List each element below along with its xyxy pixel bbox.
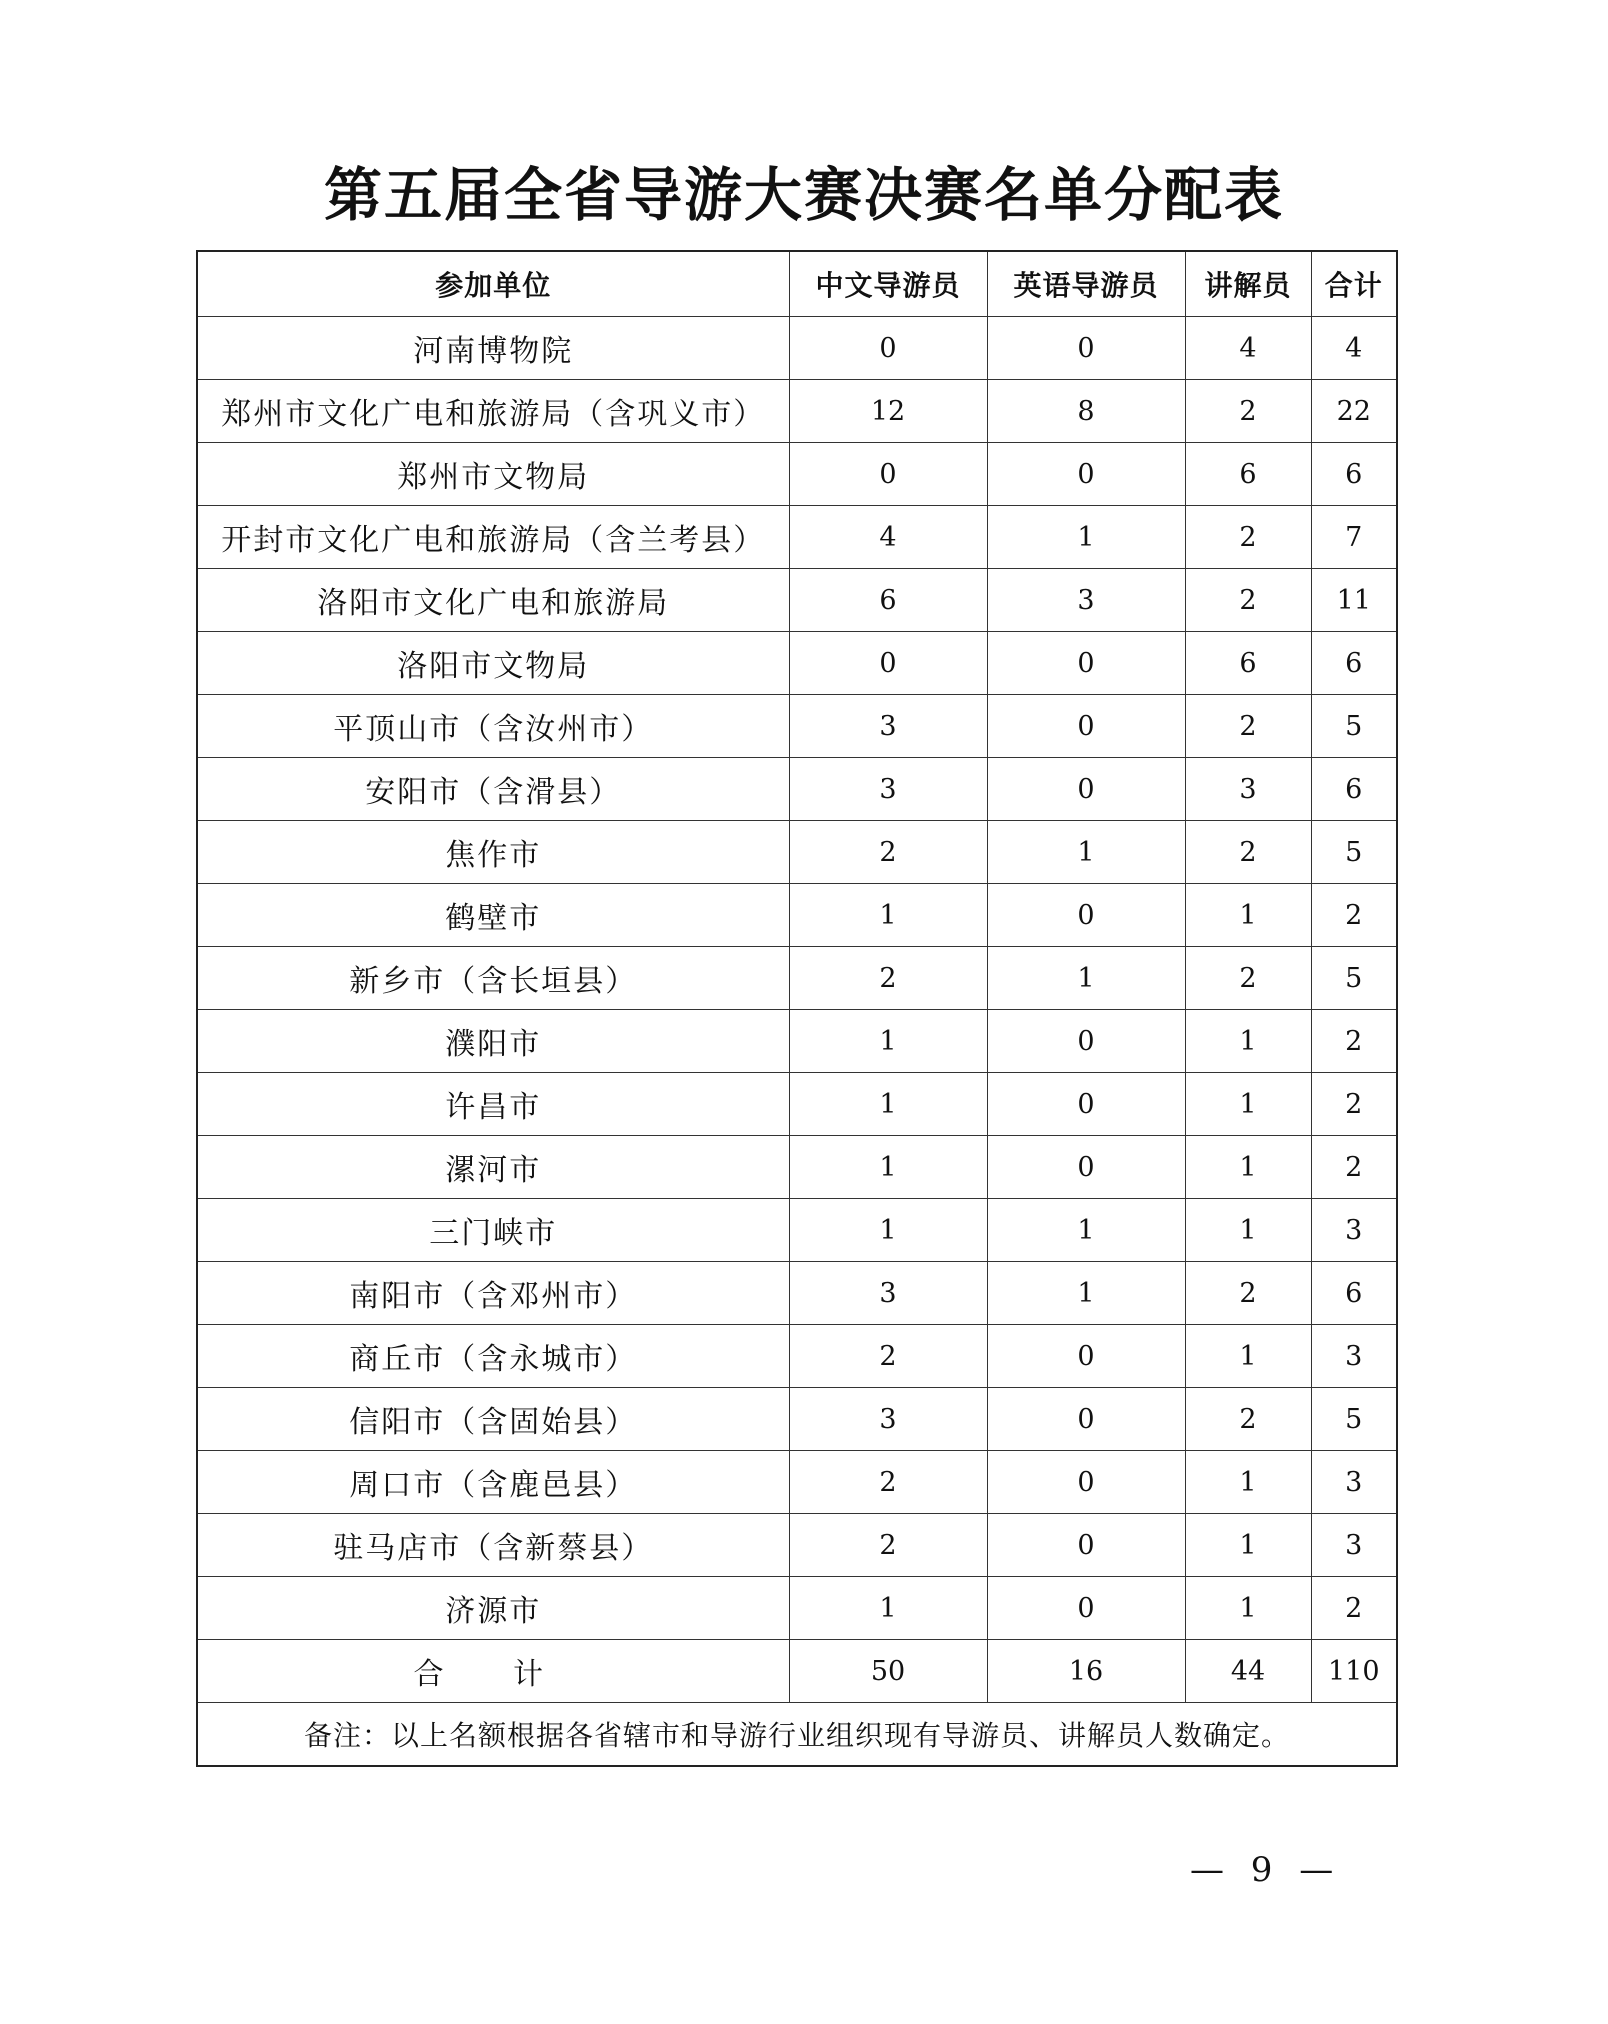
cell-docent: 2 — [1185, 1262, 1311, 1325]
table-row — [197, 1136, 1397, 1199]
cell-docent: 1 — [1185, 1199, 1311, 1262]
cell-unit: 南阳市（含邓州市） — [197, 1262, 789, 1325]
cell-unit: 濮阳市 — [197, 1010, 789, 1073]
cell-chinese-guide: 6 — [789, 569, 987, 632]
cell-total: 22 — [1311, 380, 1397, 443]
cell-english-guide: 0 — [987, 1010, 1185, 1073]
cell-total: 5 — [1311, 821, 1397, 884]
cell-total: 2 — [1311, 884, 1397, 947]
table-row — [197, 695, 1397, 758]
cell-english-guide: 3 — [987, 569, 1185, 632]
cell-english-guide: 1 — [987, 821, 1185, 884]
allocation-table — [196, 250, 1398, 1767]
cell-docent: 6 — [1185, 632, 1311, 695]
table-row — [197, 1388, 1397, 1451]
cell-docent: 1 — [1185, 1325, 1311, 1388]
cell-unit: 驻马店市（含新蔡县） — [197, 1514, 789, 1577]
header-english-guide: 英语导游员 — [987, 251, 1185, 317]
cell-english-guide: 1 — [987, 506, 1185, 569]
cell-docent: 2 — [1185, 947, 1311, 1010]
cell-unit: 洛阳市文物局 — [197, 632, 789, 695]
cell-docent: 2 — [1185, 695, 1311, 758]
cell-total: 2 — [1311, 1577, 1397, 1640]
cell-english-guide: 0 — [987, 884, 1185, 947]
cell-english-guide: 0 — [987, 1388, 1185, 1451]
total-row — [197, 1640, 1397, 1703]
cell-chinese-guide: 3 — [789, 758, 987, 821]
cell-english-guide: 0 — [987, 1451, 1185, 1514]
cell-total: 5 — [1311, 1388, 1397, 1451]
cell-total: 2 — [1311, 1010, 1397, 1073]
cell-docent: 1 — [1185, 1010, 1311, 1073]
cell-docent: 1 — [1185, 1073, 1311, 1136]
cell-total: 2 — [1311, 1136, 1397, 1199]
cell-unit: 信阳市（含固始县） — [197, 1388, 789, 1451]
cell-unit: 漯河市 — [197, 1136, 789, 1199]
cell-chinese-guide: 0 — [789, 632, 987, 695]
cell-english-guide: 0 — [987, 1325, 1185, 1388]
cell-chinese-guide: 1 — [789, 1199, 987, 1262]
total-docent: 44 — [1185, 1640, 1311, 1703]
cell-docent: 2 — [1185, 380, 1311, 443]
table-row — [197, 569, 1397, 632]
cell-unit: 焦作市 — [197, 821, 789, 884]
cell-unit: 河南博物院 — [197, 317, 789, 380]
table-row — [197, 884, 1397, 947]
cell-chinese-guide: 1 — [789, 1073, 987, 1136]
cell-total: 5 — [1311, 947, 1397, 1010]
cell-unit: 郑州市文物局 — [197, 443, 789, 506]
cell-docent: 2 — [1185, 1388, 1311, 1451]
cell-unit: 商丘市（含永城市） — [197, 1325, 789, 1388]
cell-chinese-guide: 1 — [789, 1010, 987, 1073]
table-row — [197, 1199, 1397, 1262]
cell-chinese-guide: 0 — [789, 317, 987, 380]
cell-unit: 安阳市（含滑县） — [197, 758, 789, 821]
cell-docent: 1 — [1185, 1577, 1311, 1640]
cell-english-guide: 8 — [987, 380, 1185, 443]
header-unit: 参加单位 — [197, 251, 789, 317]
cell-english-guide: 0 — [987, 1514, 1185, 1577]
cell-docent: 1 — [1185, 884, 1311, 947]
total-english: 16 — [987, 1640, 1185, 1703]
cell-total: 6 — [1311, 632, 1397, 695]
cell-unit: 周口市（含鹿邑县） — [197, 1451, 789, 1514]
table-row — [197, 1073, 1397, 1136]
note-row — [197, 1703, 1397, 1767]
cell-chinese-guide: 0 — [789, 443, 987, 506]
cell-english-guide: 1 — [987, 947, 1185, 1010]
cell-docent: 1 — [1185, 1136, 1311, 1199]
table-row — [197, 1577, 1397, 1640]
table-row — [197, 1514, 1397, 1577]
cell-total: 3 — [1311, 1451, 1397, 1514]
header-chinese-guide: 中文导游员 — [789, 251, 987, 317]
table-row — [197, 380, 1397, 443]
cell-chinese-guide: 3 — [789, 1388, 987, 1451]
total-total: 110 — [1311, 1640, 1397, 1703]
cell-chinese-guide: 12 — [789, 380, 987, 443]
cell-total: 3 — [1311, 1199, 1397, 1262]
table-row — [197, 317, 1397, 380]
table-row — [197, 443, 1397, 506]
cell-chinese-guide: 2 — [789, 821, 987, 884]
cell-total: 4 — [1311, 317, 1397, 380]
cell-docent: 2 — [1185, 569, 1311, 632]
table-row — [197, 1262, 1397, 1325]
cell-english-guide: 0 — [987, 632, 1185, 695]
cell-unit: 开封市文化广电和旅游局（含兰考县） — [197, 506, 789, 569]
cell-chinese-guide: 2 — [789, 947, 987, 1010]
cell-unit: 洛阳市文化广电和旅游局 — [197, 569, 789, 632]
cell-total: 2 — [1311, 1073, 1397, 1136]
cell-chinese-guide: 2 — [789, 1325, 987, 1388]
cell-unit: 平顶山市（含汝州市） — [197, 695, 789, 758]
table-header-row — [197, 251, 1397, 317]
cell-chinese-guide: 2 — [789, 1451, 987, 1514]
cell-docent: 3 — [1185, 758, 1311, 821]
table-row — [197, 758, 1397, 821]
cell-total: 6 — [1311, 758, 1397, 821]
cell-total: 6 — [1311, 1262, 1397, 1325]
header-docent: 讲解员 — [1185, 251, 1311, 317]
page-number: — 9 — — [1190, 1850, 1342, 1890]
cell-english-guide: 0 — [987, 317, 1185, 380]
cell-docent: 1 — [1185, 1451, 1311, 1514]
cell-chinese-guide: 1 — [789, 1136, 987, 1199]
table-row — [197, 1325, 1397, 1388]
cell-total: 5 — [1311, 695, 1397, 758]
cell-docent: 2 — [1185, 506, 1311, 569]
cell-docent: 6 — [1185, 443, 1311, 506]
cell-total: 3 — [1311, 1325, 1397, 1388]
cell-total: 3 — [1311, 1514, 1397, 1577]
cell-chinese-guide: 3 — [789, 1262, 987, 1325]
cell-total: 7 — [1311, 506, 1397, 569]
header-total: 合计 — [1311, 251, 1397, 317]
table-row — [197, 1451, 1397, 1514]
table-row — [197, 506, 1397, 569]
table-row — [197, 821, 1397, 884]
table-row — [197, 632, 1397, 695]
cell-english-guide: 0 — [987, 758, 1185, 821]
cell-chinese-guide: 1 — [789, 1577, 987, 1640]
cell-unit: 新乡市（含长垣县） — [197, 947, 789, 1010]
table-row — [197, 1010, 1397, 1073]
cell-unit: 郑州市文化广电和旅游局（含巩义市） — [197, 380, 789, 443]
cell-docent: 1 — [1185, 1514, 1311, 1577]
total-chinese: 50 — [789, 1640, 987, 1703]
cell-english-guide: 0 — [987, 1577, 1185, 1640]
total-row-label: 合 计 — [197, 1640, 789, 1703]
cell-unit: 许昌市 — [197, 1073, 789, 1136]
cell-total: 6 — [1311, 443, 1397, 506]
cell-chinese-guide: 1 — [789, 884, 987, 947]
cell-english-guide: 1 — [987, 1262, 1185, 1325]
page-title: 第五届全省导游大赛决赛名单分配表 — [323, 161, 1284, 229]
cell-english-guide: 1 — [987, 1199, 1185, 1262]
cell-english-guide: 0 — [987, 695, 1185, 758]
cell-unit: 济源市 — [197, 1577, 789, 1640]
cell-english-guide: 0 — [987, 1073, 1185, 1136]
table-body — [197, 317, 1397, 1640]
table-row — [197, 947, 1397, 1010]
table-note: 备注：以上名额根据各省辖市和导游行业组织现有导游员、讲解员人数确定。 — [197, 1703, 1397, 1767]
cell-english-guide: 0 — [987, 443, 1185, 506]
cell-unit: 三门峡市 — [197, 1199, 789, 1262]
cell-chinese-guide: 2 — [789, 1514, 987, 1577]
cell-total: 11 — [1311, 569, 1397, 632]
cell-unit: 鹤壁市 — [197, 884, 789, 947]
cell-docent: 4 — [1185, 317, 1311, 380]
cell-english-guide: 0 — [987, 1136, 1185, 1199]
cell-chinese-guide: 4 — [789, 506, 987, 569]
cell-docent: 2 — [1185, 821, 1311, 884]
cell-chinese-guide: 3 — [789, 695, 987, 758]
